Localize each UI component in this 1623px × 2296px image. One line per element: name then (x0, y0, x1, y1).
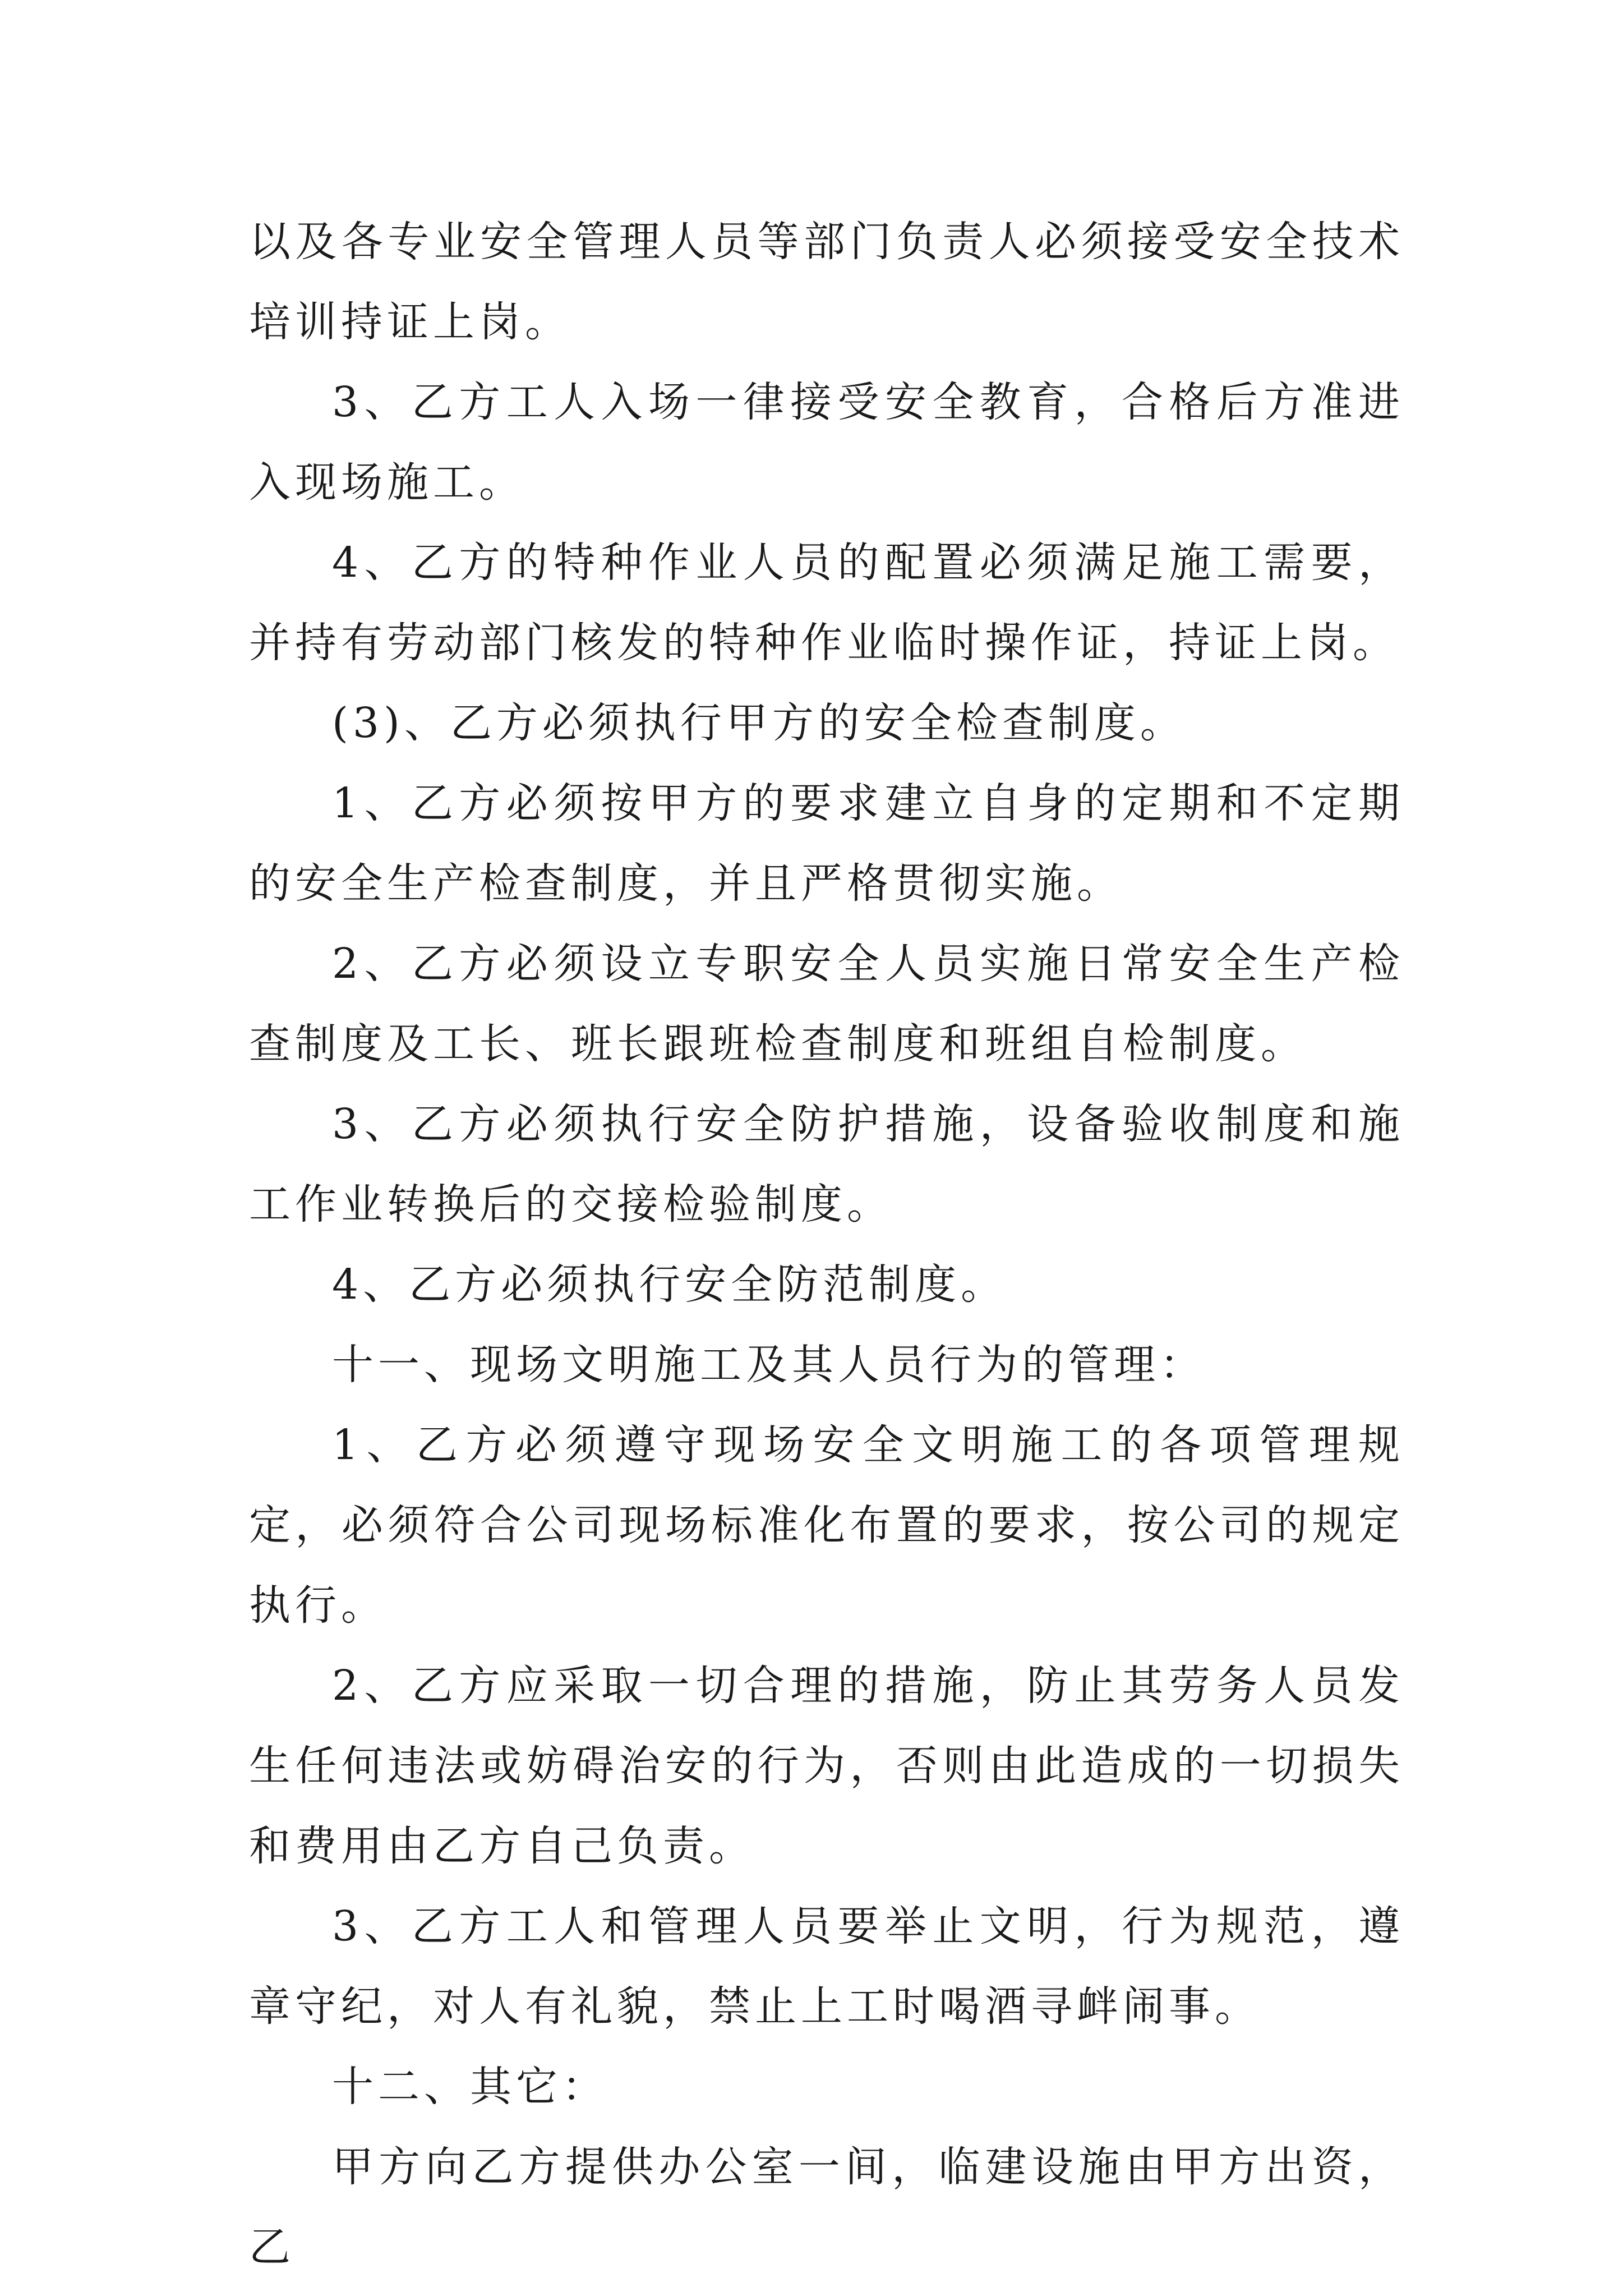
paragraph: 以及各专业安全管理人员等部门负责人必须接受安全技术培训持证上岗。 (249, 218, 1404, 346)
paragraph: 3、乙方工人入场一律接受安全教育，合格后方准进入现场施工。 (249, 378, 1404, 507)
paragraph: 2、乙方应采取一切合理的措施，防止其劳务人员发生任何违法或妨碍治安的行为，否则由此造成的一切损失和费用由乙方自己负责。 (249, 1662, 1404, 1870)
paragraph: 3、乙方必须执行安全防护措施，设备验收制度和施工作业转换后的交接检验制度。 (249, 1100, 1404, 1228)
section-heading: 十一、现场文明施工及其人员行为的管理： (332, 1341, 1206, 1389)
paragraph: (3)、乙方必须执行甲方的安全检查制度。 (332, 699, 1186, 747)
document-body (249, 202, 1404, 2288)
paragraph: 1、乙方必须按甲方的要求建立自身的定期和不定期的安全生产检查制度，并且严格贯彻实施。 (249, 779, 1404, 908)
paragraph: 4、乙方的特种作业人员的配置必须满足施工需要，并持有劳动部门核发的特种作业临时操作证，持证上岗。 (249, 539, 1404, 667)
paragraph: 2、乙方必须设立专职安全人员实施日常安全生产检查制度及工长、班长跟班检查制度和班组自检制度。 (249, 940, 1404, 1068)
paragraph: 1、乙方必须遵守现场安全文明施工的各项管理规定，必须符合公司现场标准化布置的要求，按公司的规定执行。 (249, 1421, 1404, 1630)
section-heading: 十二、其它： (332, 2063, 608, 2111)
paragraph: 甲方向乙方提供办公室一间，临建设施由甲方出资，乙 (249, 2143, 1404, 2271)
paragraph: 3、乙方工人和管理人员要举止文明，行为规范，遵章守纪，对人有礼貌，禁止上工时喝酒寻衅闹事。 (249, 1902, 1404, 2031)
paragraph: 4、乙方必须执行安全防范制度。 (332, 1260, 1007, 1309)
